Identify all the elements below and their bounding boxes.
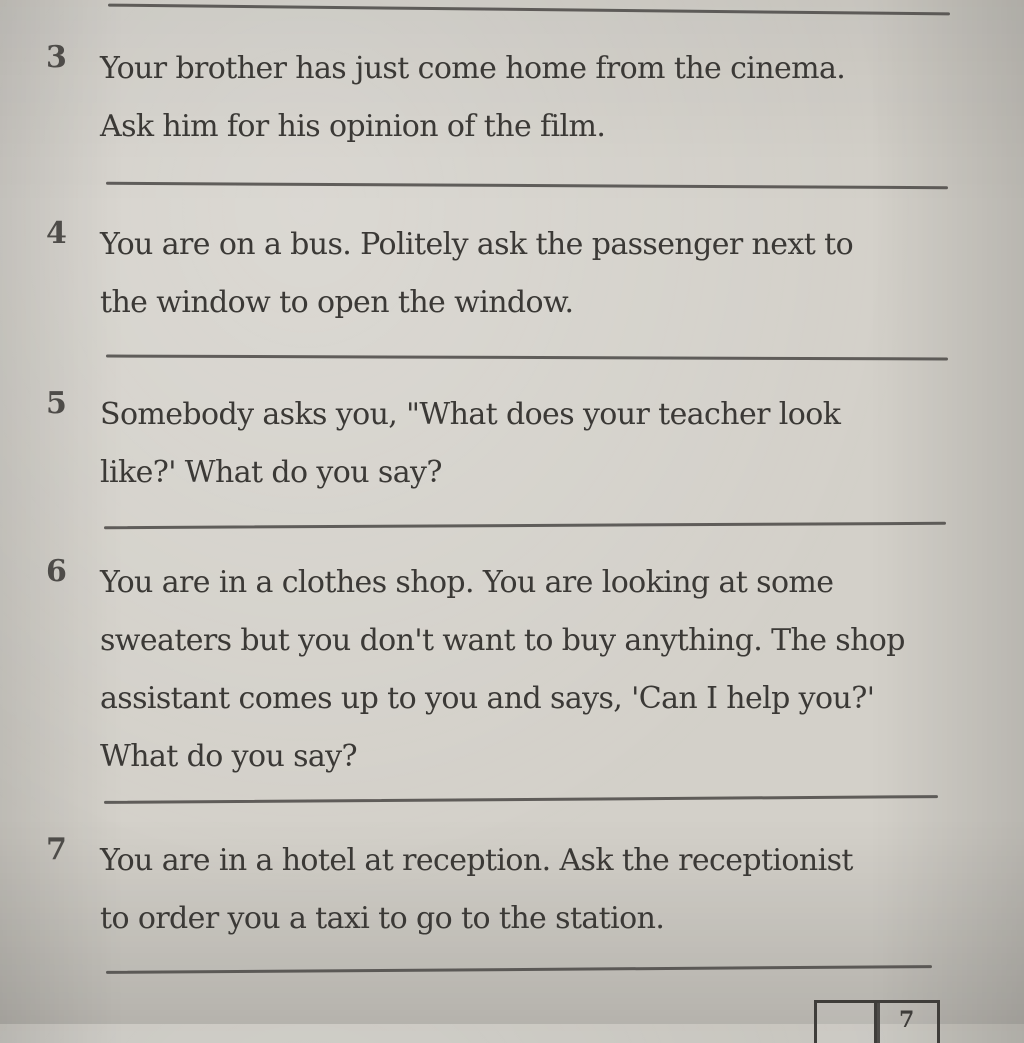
answer-line-3[interactable] (106, 182, 948, 189)
answer-line-5[interactable] (104, 522, 946, 529)
score-max: 7 (899, 1007, 915, 1033)
exercise-prompt: You are in a hotel at reception. Ask the receptionist to order you a taxi to go to the station. (100, 843, 853, 936)
exercise-prompt: You are in a clothes shop. You are looking at some sweaters but you don't want to buy anything. The shop assistant comes up to you and says, 'Can I help you?' What do you say? (100, 565, 905, 774)
score-box-total (874, 1000, 940, 1043)
exercise-number: 6 (46, 554, 67, 589)
answer-line-6[interactable] (104, 795, 938, 804)
answer-line-4[interactable] (106, 355, 948, 361)
exercise-number: 3 (46, 40, 67, 75)
exercise-prompt: You are on a bus. Politely ask the passenger next to the window to open the window. (100, 227, 854, 320)
answer-line-top[interactable] (108, 4, 950, 16)
answer-line-7[interactable] (106, 965, 932, 974)
exercise-prompt: Your brother has just come home from the cinema. Ask him for his opinion of the film. (100, 51, 846, 144)
exercise-number: 7 (46, 832, 67, 867)
exercise-number: 5 (46, 386, 67, 421)
score-box-blank[interactable] (814, 1000, 880, 1043)
exercise-prompt: Somebody asks you, "What does your teacher look like?' What do you say? (100, 397, 841, 490)
exercise-number: 4 (46, 216, 67, 251)
